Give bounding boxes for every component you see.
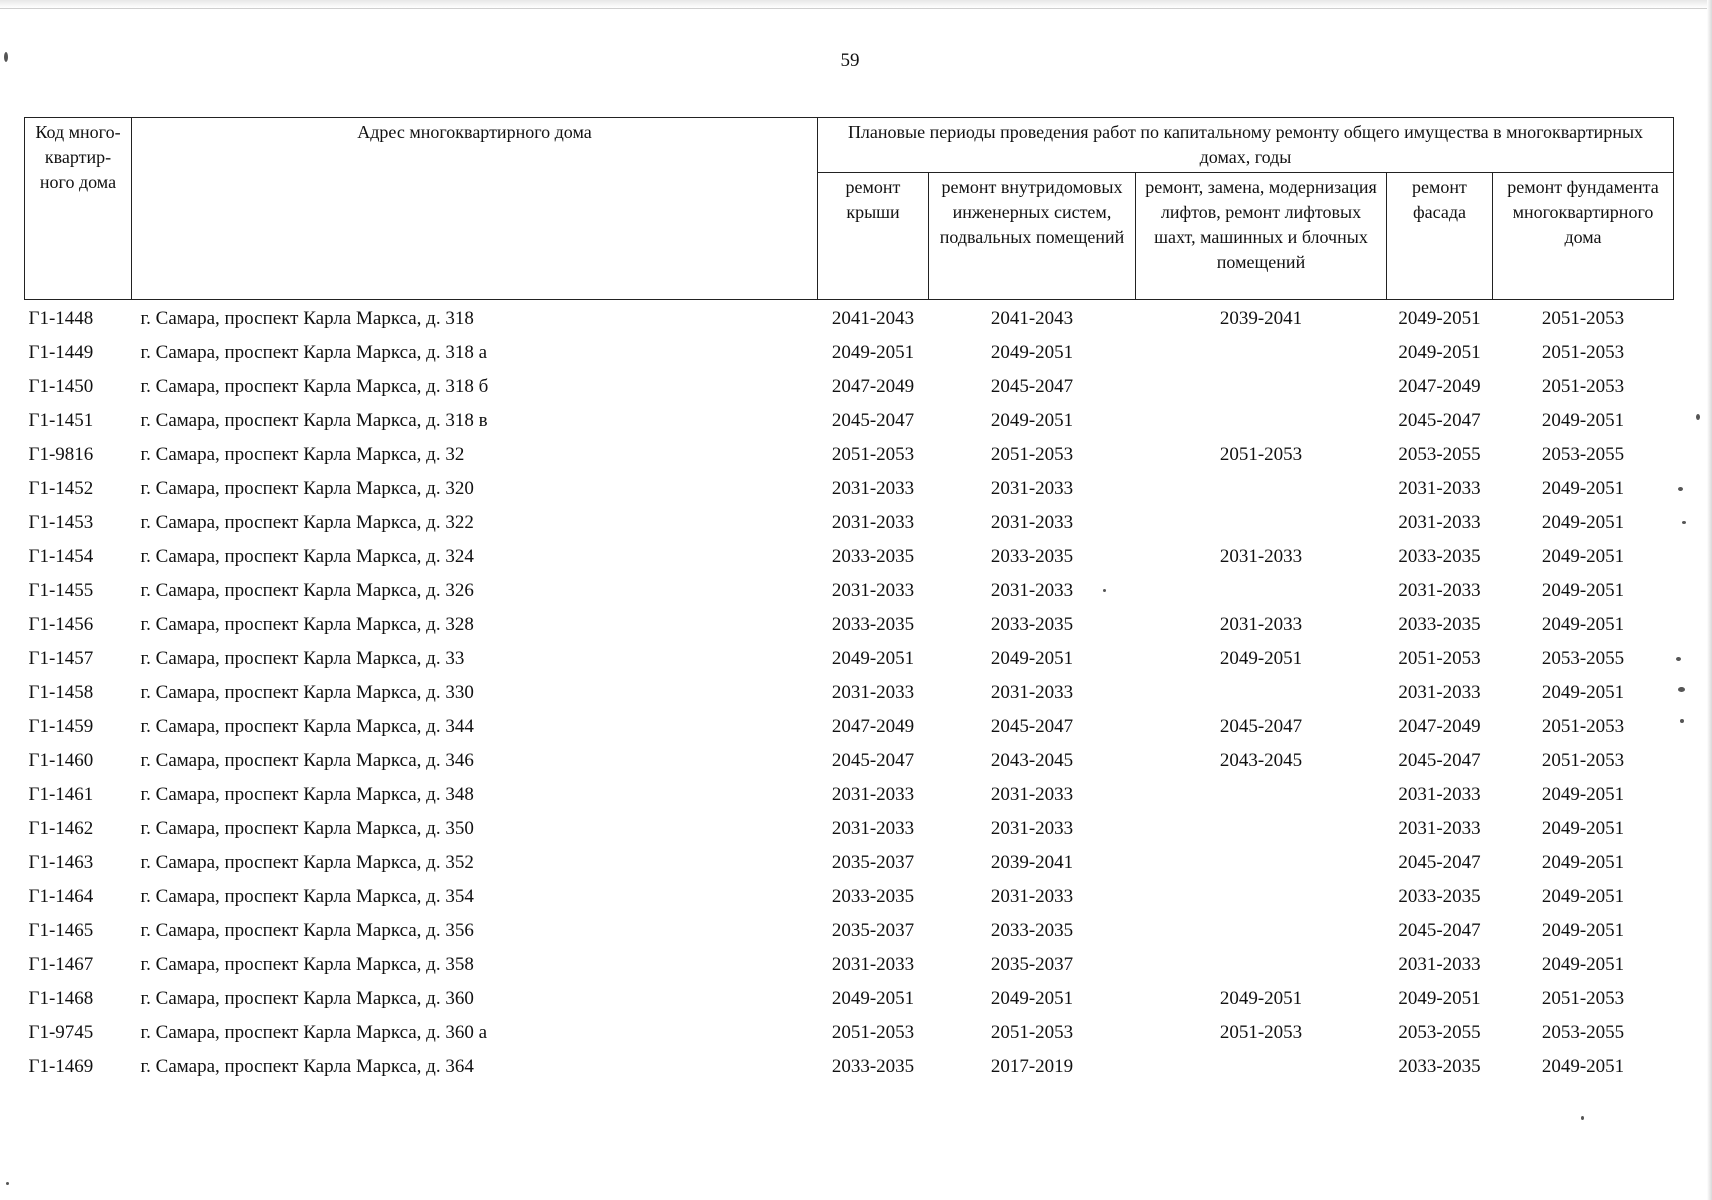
table-row (25, 676, 1674, 710)
header-code: Код много-квартир-ного дома (25, 118, 132, 300)
cell-engineering: 2049-2051 (990, 648, 1074, 669)
cell-facade: 2033-2035 (1398, 614, 1481, 635)
page-number: 59 (840, 50, 860, 71)
cell-engineering: 2033-2035 (990, 920, 1074, 941)
cell-facade: 2045-2047 (1398, 750, 1481, 771)
header-periods-group: Плановые периоды проведения работ по капитальному ремонту общего имущества в многоквартирных домах, годы (818, 118, 1674, 173)
cell-code: Г1-1450 (28, 376, 94, 397)
cell-roof: 2051-2053 (831, 444, 915, 465)
table-row (25, 404, 1674, 438)
cell-elevators: 2051-2053 (1219, 444, 1303, 465)
cell-address: г. Самара, проспект Карла Маркса, д. 348 (140, 784, 474, 805)
table-row (25, 608, 1674, 642)
cell-address: г. Самара, проспект Карла Маркса, д. 320 (140, 478, 474, 499)
cell-engineering: 2033-2035 (990, 614, 1074, 635)
cell-roof: 2031-2033 (831, 682, 915, 703)
header-elevators: ремонт, замена, модернизация лифтов, ремонт лифтовых шахт, машинных и блочных помещений (1136, 173, 1387, 300)
table-row (25, 846, 1674, 880)
cell-roof: 2031-2033 (831, 512, 915, 533)
cell-facade: 2051-2053 (1398, 648, 1481, 669)
cell-roof: 2033-2035 (831, 1056, 915, 1077)
cell-elevators: 2045-2047 (1219, 716, 1303, 737)
cell-facade: 2031-2033 (1398, 818, 1481, 839)
header-engineering: ремонт внутридомовых инженерных систем, подвальных помещений (929, 173, 1136, 300)
cell-facade: 2047-2049 (1398, 376, 1481, 397)
cell-code: Г1-1469 (28, 1056, 94, 1077)
cell-roof: 2033-2035 (831, 886, 915, 907)
cell-roof: 2045-2047 (831, 410, 915, 431)
cell-code: Г1-1456 (28, 614, 94, 635)
cell-elevators: 2051-2053 (1219, 1022, 1303, 1043)
cell-facade: 2053-2055 (1398, 1022, 1481, 1043)
cell-engineering: 2051-2053 (990, 1022, 1074, 1043)
cell-foundation: 2049-2051 (1541, 478, 1625, 499)
cell-code: Г1-1464 (28, 886, 94, 907)
cell-roof: 2041-2043 (831, 308, 915, 329)
cell-engineering: 2033-2035 (990, 546, 1074, 567)
cell-address: г. Самара, проспект Карла Маркса, д. 33 (140, 648, 465, 669)
header-address: Адрес многоквартирного дома (132, 118, 818, 300)
cell-address: г. Самара, проспект Карла Маркса, д. 318 а (140, 342, 488, 363)
cell-foundation: 2049-2051 (1541, 954, 1625, 975)
cell-roof: 2031-2033 (831, 478, 915, 499)
table-body (25, 300, 1674, 1085)
cell-engineering: 2031-2033 (990, 818, 1074, 839)
cell-code: Г1-1459 (28, 716, 94, 737)
cell-facade: 2045-2047 (1398, 410, 1481, 431)
cell-code: Г1-1461 (28, 784, 94, 805)
cell-foundation: 2049-2051 (1541, 580, 1625, 601)
cell-engineering: 2049-2051 (990, 342, 1074, 363)
cell-elevators (1136, 676, 1387, 710)
cell-foundation: 2049-2051 (1541, 682, 1625, 703)
cell-address: г. Самара, проспект Карла Маркса, д. 346 (140, 750, 474, 771)
cell-facade: 2031-2033 (1398, 512, 1481, 533)
cell-code: Г1-1449 (28, 342, 94, 363)
cell-facade: 2047-2049 (1398, 716, 1481, 737)
table-row (25, 574, 1674, 608)
cell-foundation: 2049-2051 (1541, 852, 1625, 873)
cell-elevators (1136, 812, 1387, 846)
table-row (25, 642, 1674, 676)
header-facade: ремонт фасада (1387, 173, 1493, 300)
cell-engineering: 2045-2047 (990, 716, 1074, 737)
cell-facade: 2033-2035 (1398, 886, 1481, 907)
cell-roof: 2031-2033 (831, 580, 915, 601)
scan-top-edge (0, 0, 1712, 9)
cell-foundation: 2053-2055 (1541, 648, 1625, 669)
cell-facade: 2031-2033 (1398, 682, 1481, 703)
cell-code: Г1-9816 (28, 444, 94, 465)
cell-code: Г1-1453 (28, 512, 94, 533)
cell-elevators (1136, 914, 1387, 948)
table-row (25, 438, 1674, 472)
scan-speck (1696, 414, 1700, 420)
cell-facade: 2045-2047 (1398, 920, 1481, 941)
cell-elevators: 2049-2051 (1219, 988, 1303, 1009)
capital-repair-table (24, 117, 1674, 1084)
cell-code: Г1-1460 (28, 750, 94, 771)
cell-code: Г1-1457 (28, 648, 94, 669)
cell-facade: 2031-2033 (1398, 478, 1481, 499)
cell-address: г. Самара, проспект Карла Маркса, д. 318 (140, 308, 474, 329)
cell-facade: 2053-2055 (1398, 444, 1481, 465)
cell-roof: 2049-2051 (831, 988, 915, 1009)
cell-engineering: 2035-2037 (990, 954, 1074, 975)
cell-foundation: 2051-2053 (1541, 988, 1625, 1009)
cell-roof: 2035-2037 (831, 920, 915, 941)
cell-elevators (1136, 472, 1387, 506)
cell-address: г. Самара, проспект Карла Маркса, д. 322 (140, 512, 474, 533)
header-foundation: ремонт фундамента многоквартирного дома (1493, 173, 1674, 300)
cell-foundation: 2049-2051 (1541, 512, 1625, 533)
cell-code: Г1-1458 (28, 682, 94, 703)
scan-speck (1682, 521, 1686, 524)
cell-facade: 2031-2033 (1398, 784, 1481, 805)
table-row (25, 710, 1674, 744)
table-row (25, 914, 1674, 948)
table-row (25, 880, 1674, 914)
cell-elevators (1136, 880, 1387, 914)
cell-engineering: 2031-2033 (990, 886, 1074, 907)
cell-address: г. Самара, проспект Карла Маркса, д. 360 (140, 988, 474, 1009)
cell-address: г. Самара, проспект Карла Маркса, д. 360 а (140, 1022, 488, 1043)
cell-code: Г1-1467 (28, 954, 94, 975)
cell-elevators (1136, 1050, 1387, 1084)
cell-engineering: 2051-2053 (990, 444, 1074, 465)
cell-address: г. Самара, проспект Карла Маркса, д. 318 б (140, 376, 489, 397)
cell-elevators (1136, 336, 1387, 370)
cell-engineering: 2031-2033 (990, 512, 1074, 533)
cell-engineering: 2031-2033 (990, 478, 1074, 499)
cell-foundation: 2051-2053 (1541, 716, 1625, 737)
cell-code: Г1-1448 (28, 308, 94, 329)
scan-speck (6, 1182, 9, 1185)
cell-elevators: 2043-2045 (1219, 750, 1303, 771)
table-row (25, 336, 1674, 370)
cell-foundation: 2049-2051 (1541, 1056, 1625, 1077)
cell-address: г. Самара, проспект Карла Маркса, д. 326 (140, 580, 474, 601)
table-row (25, 540, 1674, 574)
cell-code: Г1-9745 (28, 1022, 94, 1043)
cell-roof: 2033-2035 (831, 614, 915, 635)
cell-foundation: 2051-2053 (1541, 376, 1625, 397)
table-row (25, 1016, 1674, 1050)
cell-engineering: 2017-2019 (990, 1056, 1074, 1077)
cell-engineering: 2031-2033 (990, 682, 1074, 703)
cell-roof: 2049-2051 (831, 342, 915, 363)
cell-elevators (1136, 370, 1387, 404)
cell-foundation: 2051-2053 (1541, 750, 1625, 771)
cell-address: г. Самара, проспект Карла Маркса, д. 324 (140, 546, 474, 567)
cell-roof: 2047-2049 (831, 376, 915, 397)
cell-roof: 2031-2033 (831, 784, 915, 805)
cell-engineering: 2031-2033 (990, 580, 1074, 601)
table-row (25, 812, 1674, 846)
cell-elevators (1136, 506, 1387, 540)
cell-foundation: 2051-2053 (1541, 308, 1625, 329)
table-row (25, 370, 1674, 404)
cell-foundation: 2049-2051 (1541, 410, 1625, 431)
cell-address: г. Самара, проспект Карла Маркса, д. 352 (140, 852, 474, 873)
cell-address: г. Самара, проспект Карла Маркса, д. 354 (140, 886, 474, 907)
cell-address: г. Самара, проспект Карла Маркса, д. 328 (140, 614, 474, 635)
cell-roof: 2035-2037 (831, 852, 915, 873)
scan-speck (1680, 719, 1684, 723)
cell-roof: 2049-2051 (831, 648, 915, 669)
table-row (25, 300, 1674, 337)
cell-facade: 2031-2033 (1398, 954, 1481, 975)
cell-foundation: 2049-2051 (1541, 784, 1625, 805)
cell-code: Г1-1462 (28, 818, 94, 839)
scan-speck (4, 52, 8, 62)
cell-elevators (1136, 404, 1387, 438)
cell-address: г. Самара, проспект Карла Маркса, д. 358 (140, 954, 474, 975)
cell-facade: 2031-2033 (1398, 580, 1481, 601)
cell-address: г. Самара, проспект Карла Маркса, д. 32 (140, 444, 465, 465)
table-row (25, 506, 1674, 540)
cell-address: г. Самара, проспект Карла Маркса, д. 350 (140, 818, 474, 839)
cell-code: Г1-1454 (28, 546, 94, 567)
cell-foundation: 2049-2051 (1541, 614, 1625, 635)
cell-engineering: 2041-2043 (990, 308, 1074, 329)
cell-facade: 2049-2051 (1398, 988, 1481, 1009)
table-row (25, 778, 1674, 812)
table-row (25, 744, 1674, 778)
cell-elevators: 2031-2033 (1219, 546, 1303, 567)
cell-foundation: 2053-2055 (1541, 1022, 1625, 1043)
table-row (25, 982, 1674, 1016)
cell-facade: 2033-2035 (1398, 546, 1481, 567)
scan-right-edge (1707, 0, 1712, 1200)
cell-code: Г1-1452 (28, 478, 94, 499)
scan-speck (1678, 687, 1685, 692)
header-roof: ремонт крыши (818, 173, 929, 300)
cell-engineering: 2043-2045 (990, 750, 1074, 771)
cell-code: Г1-1451 (28, 410, 94, 431)
cell-foundation: 2051-2053 (1541, 342, 1625, 363)
cell-code: Г1-1455 (28, 580, 94, 601)
cell-elevators: 2049-2051 (1219, 648, 1303, 669)
cell-address: г. Самара, проспект Карла Маркса, д. 318 в (140, 410, 488, 431)
cell-elevators (1136, 574, 1387, 608)
cell-foundation: 2049-2051 (1541, 886, 1625, 907)
cell-code: Г1-1468 (28, 988, 94, 1009)
cell-elevators (1136, 778, 1387, 812)
cell-engineering: 2049-2051 (990, 988, 1074, 1009)
cell-engineering: 2049-2051 (990, 410, 1074, 431)
cell-roof: 2031-2033 (831, 818, 915, 839)
cell-code: Г1-1465 (28, 920, 94, 941)
cell-elevators: 2031-2033 (1219, 614, 1303, 635)
cell-foundation: 2049-2051 (1541, 818, 1625, 839)
cell-address: г. Самара, проспект Карла Маркса, д. 344 (140, 716, 474, 737)
cell-elevators (1136, 846, 1387, 880)
cell-address: г. Самара, проспект Карла Маркса, д. 364 (140, 1056, 474, 1077)
scan-speck (1678, 487, 1683, 491)
cell-elevators (1136, 948, 1387, 982)
cell-foundation: 2053-2055 (1541, 444, 1625, 465)
scan-speck (1581, 1116, 1584, 1120)
cell-roof: 2033-2035 (831, 546, 915, 567)
table-row (25, 472, 1674, 506)
cell-engineering: 2045-2047 (990, 376, 1074, 397)
cell-facade: 2049-2051 (1398, 308, 1481, 329)
cell-roof: 2045-2047 (831, 750, 915, 771)
cell-roof: 2051-2053 (831, 1022, 915, 1043)
cell-address: г. Самара, проспект Карла Маркса, д. 356 (140, 920, 474, 941)
cell-roof: 2031-2033 (831, 954, 915, 975)
cell-engineering: 2039-2041 (990, 852, 1074, 873)
scan-speck (1103, 589, 1106, 592)
cell-address: г. Самара, проспект Карла Маркса, д. 330 (140, 682, 474, 703)
cell-facade: 2045-2047 (1398, 852, 1481, 873)
cell-roof: 2047-2049 (831, 716, 915, 737)
cell-engineering: 2031-2033 (990, 784, 1074, 805)
scan-speck (1676, 657, 1681, 661)
table-row (25, 948, 1674, 982)
cell-foundation: 2049-2051 (1541, 920, 1625, 941)
table-row (25, 1050, 1674, 1084)
cell-facade: 2033-2035 (1398, 1056, 1481, 1077)
cell-facade: 2049-2051 (1398, 342, 1481, 363)
cell-code: Г1-1463 (28, 852, 94, 873)
table-header (25, 118, 1674, 300)
cell-elevators: 2039-2041 (1219, 308, 1303, 329)
cell-foundation: 2049-2051 (1541, 546, 1625, 567)
